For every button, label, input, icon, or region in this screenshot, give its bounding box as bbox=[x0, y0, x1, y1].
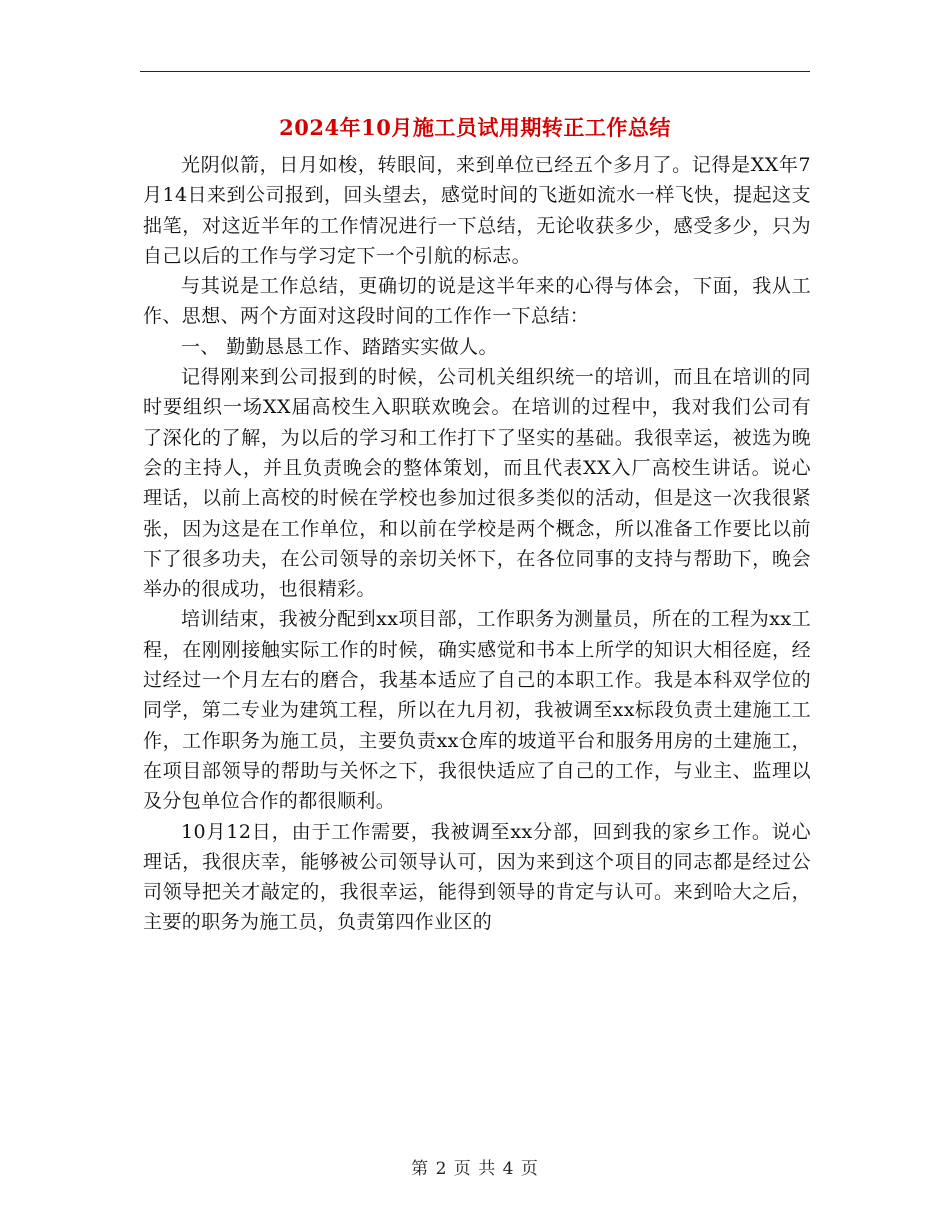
paragraph-3: 记得刚来到公司报到的时候，公司机关组织统一的培训，而且在培训的同时要组织一场XX届高校生入职联欢晚会。在培训的过程中，我对我们公司有了深化的了解，为以后的学习和工作打下了坚实的基础。我很幸运，被选为晚会的主持人，并且负责晚会的整体策划，而且代表XX入厂高校生讲话。说心理话，以前上高校的时候在学校也参加过很多类似的活动，但是这一次我很紧张，因为这是在工作单位，和以前在学校是两个概念，所以准备工作要比以前下了很多功夫，在公司领导的亲切关怀下，在各位同事的支持与帮助下，晚会举办的很成功，也很精彩。 bbox=[143, 366, 811, 601]
page-footer: 第 2 页 共 4 页 bbox=[411, 1159, 539, 1179]
document-title: 2024年10月施工员试用期转正工作总结 bbox=[279, 115, 671, 140]
section-heading-1: 一、 勤勤恳恳工作、踏踏实实做人。 bbox=[181, 335, 498, 358]
document-body bbox=[143, 150, 811, 938]
top-rule bbox=[140, 71, 810, 72]
paragraph-5: 10月12日，由于工作需要，我被调至xx分部，回到我的家乡工作。说心理话，我很庆幸，能够被公司领导认可，因为来到这个项目的同志都是经过公司领导把关才敲定的，我很幸运，能得到领导的肯定与认可。来到哈大之后，主要的职务为施工员，负责第四作业区的 bbox=[143, 820, 811, 934]
paragraph-1: 光阴似箭，日月如梭，转眼间，来到单位已经五个多月了。记得是XX年7月14日来到公司报到，回头望去，感觉时间的飞逝如流水一样飞快，提起这支拙笔，对这近半年的工作情况进行一下总结，无论收获多少，感受多少，只为自己以后的工作与学习定下一个引航的标志。 bbox=[143, 154, 811, 267]
paragraph-4: 培训结束，我被分配到xx项目部，工作职务为测量员，所在的工程为xx工程，在刚刚接触实际工作的时候，确实感觉和书本上所学的知识大相径庭，经过经过一个月左右的磨合，我基本适应了自己的本职工作。我是本科双学位的同学，第二专业为建筑工程，所以在九月初，我被调至xx标段负责土建施工工作，工作职务为施工员，主要负责xx仓库的坡道平台和服务用房的土建施工，在项目部领导的帮助与关怀之下，我很快适应了自己的工作，与业主、监理以及分包单位合作的都很顺利。 bbox=[143, 608, 811, 813]
paragraph-2: 与其说是工作总结，更确切的说是这半年来的心得与体会，下面，我从工作、思想、两个方面对这段时间的工作作一下总结： bbox=[143, 275, 811, 328]
